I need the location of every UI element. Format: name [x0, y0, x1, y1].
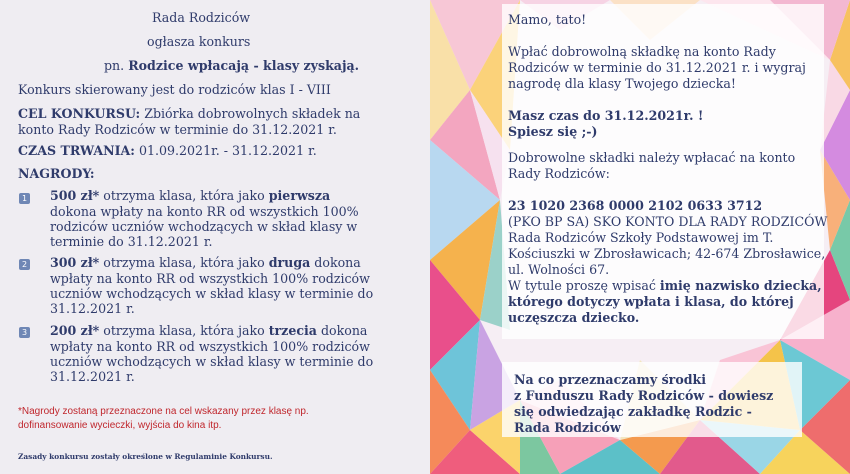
prize-3-line-2: wpłaty na konto RR od wszystkich 100% rodziców	[50, 339, 370, 354]
intro-line-3: nagrodę dla klasy Twojego dziecka!	[508, 76, 736, 91]
number-badge: 1	[19, 193, 30, 204]
callout-line-1: Na co przeznaczamy środki	[514, 372, 707, 387]
prize-1-line-1: 500 zł* otrzyma klasa, która jako pierwsza	[50, 188, 331, 203]
prize-3-line-1: 200 zł* otrzyma klasa, która jako trzecia dokona	[50, 323, 368, 338]
callout-line-4: Rada Rodziców	[514, 420, 621, 435]
prize-1-line-2: dokona wpłaty na konto RR od wszystkich 100%	[50, 204, 359, 219]
payment-info: Dobrowolne składki należy wpłacać na konto	[508, 150, 796, 165]
prize-2-line-4: 31.12.2021 r.	[50, 301, 135, 316]
goal-cont: konto Rady Rodziców w terminie do 31.12.2021 r.	[18, 122, 337, 137]
duration: CZAS TRWANIA: 01.09.2021r. - 31.12.2021 r.	[18, 143, 317, 158]
audience: Konkurs skierowany jest do rodziców klas I - VIII	[18, 82, 331, 97]
prize-1-line-4: terminie do 31.12.2021 r.	[50, 234, 213, 249]
account-number: 23 1020 2368 0000 2102 0633 3712	[508, 198, 763, 213]
organizer: Rada Rodziców	[152, 10, 251, 25]
prizes-heading: NAGRODY:	[18, 166, 95, 181]
bank-line-4: ul. Wolności 67.	[508, 262, 610, 277]
deadline: Masz czas do 31.12.2021r. !	[508, 108, 704, 123]
callout-line-2: z Funduszu Rady Rodziców - dowiesz	[514, 388, 774, 403]
callout-line-3: się odwiedzając zakładkę Rodzic -	[514, 404, 752, 419]
footnote: *Nagrody zostaną przeznaczone na cel wskazany przez klasę np.	[18, 406, 309, 417]
prize-3-line-4: 31.12.2021 r.	[50, 369, 135, 384]
bank-line-2: Rada Rodziców Szkoły Podstawowej im T.	[508, 230, 774, 245]
rules-note: Zasady konkursu zostały określone w Regulaminie Konkursu.	[18, 452, 273, 461]
number-badge: 3	[19, 327, 30, 338]
bank-line-1: (PKO BP SA) SKO KONTO DLA RADY RODZICÓW	[508, 214, 828, 229]
transfer-title-1: W tytule proszę wpisać imię nazwisko dziecka,	[508, 278, 822, 293]
transfer-title-3: uczęszcza dziecko.	[508, 310, 640, 325]
announcement: ogłasza konkurs	[147, 34, 251, 49]
prize-3-line-3: uczniów wchodzących w skład klasy w terminie do	[50, 354, 374, 369]
prize-1-line-3: rodziców uczniów wchodzących w skład klasy w	[50, 219, 358, 234]
prize-2-line-3: uczniów wchodzących w skład klasy w terminie do	[50, 286, 374, 301]
number-badge: 2	[19, 259, 30, 270]
goal: CEL KONKURSU: Zbiórka dobrowolnych składek na	[18, 106, 361, 121]
payment-info-cont: Rady Rodziców:	[508, 166, 610, 181]
contest-name: pn. Rodzice wpłacają - klasy zyskają.	[104, 58, 360, 73]
footnote-cont: dofinansowanie wycieczki, wyjścia do kina itp.	[18, 420, 222, 431]
greeting: Mamo, tato!	[508, 12, 587, 27]
bank-line-3: Kościuszki w Zbrosławicach; 42-674 Zbrosławice,	[508, 246, 826, 261]
intro-line-1: Wpłać dobrowolną składkę na konto Rady	[508, 44, 776, 59]
hurry: Spiesz się ;-)	[508, 124, 598, 139]
prize-2-line-2: wpłaty na konto RR od wszystkich 100% rodziców	[50, 271, 370, 286]
intro-line-2: Rodziców w terminie do 31.12.2021 r. i wygraj	[508, 60, 806, 75]
prize-2-line-1: 300 zł* otrzyma klasa, która jako druga dokona	[50, 255, 361, 270]
transfer-title-2: którego dotyczy wpłata i klasa, do której	[508, 294, 794, 309]
